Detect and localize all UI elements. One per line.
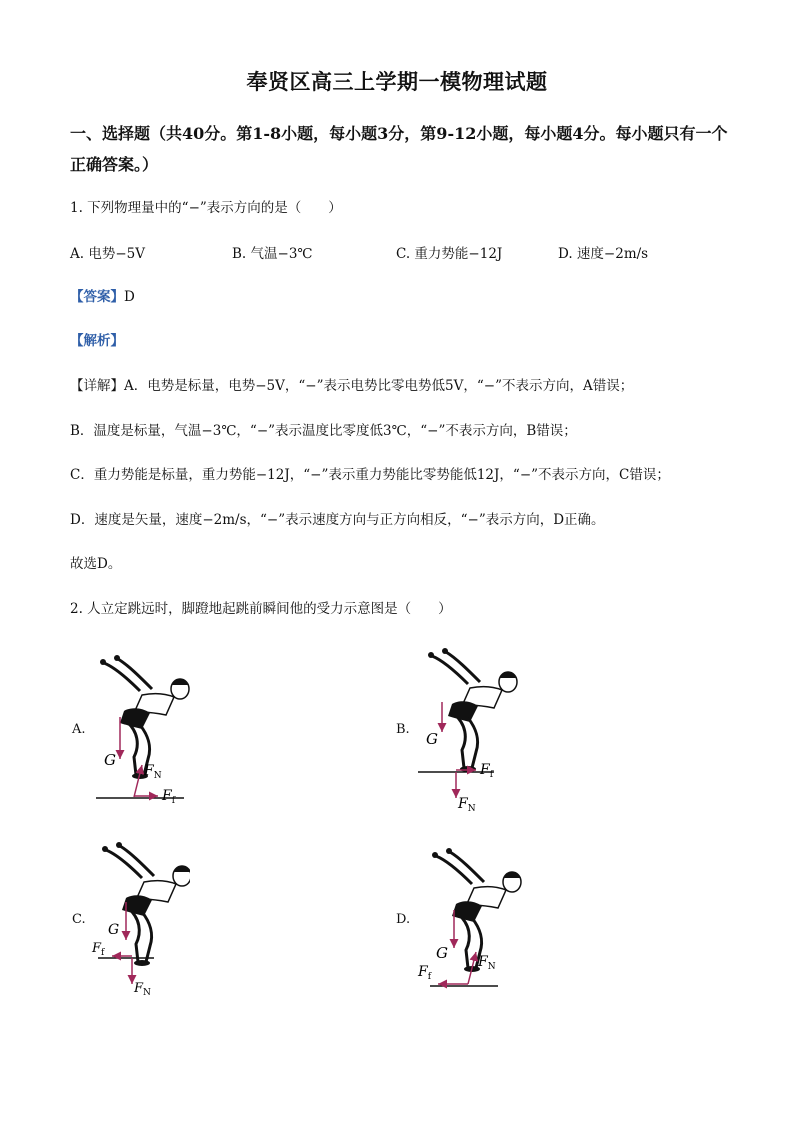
analysis-tag: 【解析】 bbox=[70, 333, 124, 349]
answer-value: D bbox=[124, 289, 135, 305]
page-title: 奉贤区高三上学期一模物理试题 bbox=[246, 69, 548, 94]
figure-d-label: D. bbox=[396, 912, 411, 927]
normal-force-label: $F_N$ bbox=[478, 954, 496, 972]
question-1-stem: 1. 下列物理量中的“−”表示方向的是（ ） bbox=[70, 200, 342, 216]
conclusion: 故选D。 bbox=[70, 556, 122, 572]
answer-line bbox=[70, 287, 135, 307]
figure-c-label: C. bbox=[72, 912, 86, 927]
friction-label: $F_f$ bbox=[418, 964, 432, 982]
friction-label: $F_f$ bbox=[480, 762, 494, 780]
figure-c bbox=[90, 842, 190, 1002]
friction-label: $F_f$ bbox=[92, 941, 105, 958]
detail-line-b: B．温度是标量，气温−3℃，“−”表示温度比零度低3℃，“−”不表示方向，B错误； bbox=[70, 423, 577, 439]
gravity-label: G bbox=[108, 922, 120, 938]
normal-force-label: $F_N$ bbox=[458, 796, 476, 814]
option-c: C. 重力势能−12J bbox=[396, 246, 503, 262]
gravity-label: G bbox=[426, 730, 438, 748]
section-heading: 一、选择题（共40分。第1-8小题，每小题3分，第9-12小题，每小题4分。每小题只有一个正确答案。） bbox=[70, 124, 728, 174]
gravity-label: G bbox=[436, 944, 448, 962]
figure-a bbox=[92, 655, 202, 810]
friction-label: $F_f$ bbox=[162, 788, 176, 806]
option-b: B. 气温−3℃ bbox=[232, 246, 313, 262]
figure-b bbox=[414, 648, 524, 823]
option-d: D. 速度−2m/s bbox=[558, 246, 649, 262]
figure-a-label: A. bbox=[72, 722, 86, 737]
figure-d bbox=[414, 848, 524, 998]
answer-tag: 【答案】 bbox=[70, 289, 124, 305]
question-2-stem: 2. 人立定跳远时，脚蹬地起跳前瞬间他的受力示意图是（ ） bbox=[70, 601, 452, 617]
detail-line-d: D．速度是矢量，速度−2m/s，“−”表示速度方向与正方向相反，“−”表示方向，D正确。 bbox=[70, 512, 605, 528]
detail-tag: 【详解】 bbox=[70, 378, 124, 394]
normal-force-label: $F_N$ bbox=[144, 763, 162, 781]
jumper-figure-c bbox=[102, 842, 190, 966]
option-a: A. 电势−5V bbox=[70, 246, 145, 262]
figure-b-label: B. bbox=[396, 722, 410, 737]
normal-force-label: $F_N$ bbox=[134, 981, 151, 998]
gravity-label: G bbox=[104, 751, 116, 769]
detail-line-c: C．重力势能是标量，重力势能−12J，“−”表示重力势能比零势能低12J，“−”不表示方向，C错误； bbox=[70, 467, 670, 483]
detail-line-a: 【详解】A．电势是标量，电势−5V，“−”表示电势比零电势低5V，“−”不表示方向，A错误； bbox=[70, 378, 634, 394]
